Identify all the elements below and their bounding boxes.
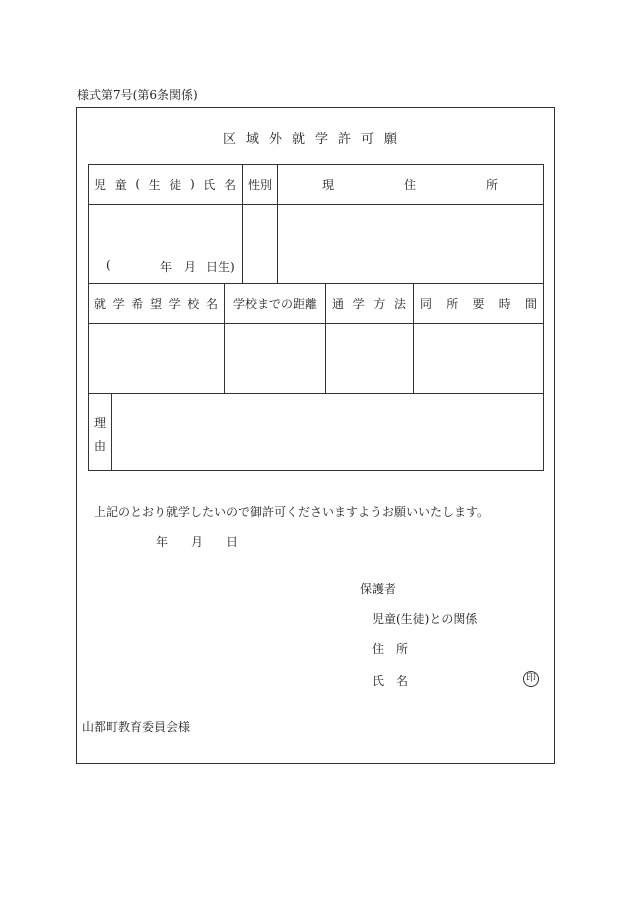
guardian-label: 保護者 xyxy=(360,582,397,596)
child-name-field[interactable] xyxy=(89,205,242,283)
commute-method-field[interactable] xyxy=(326,324,413,393)
form-title: 区域外就学許可願 xyxy=(222,132,407,147)
reason-label-1: 理 xyxy=(94,416,107,430)
header-school-name: 就 学 希 望 学 校 名 xyxy=(94,297,218,311)
date-day: 日 xyxy=(226,535,239,549)
header-commute-method: 通 学 方 法 xyxy=(332,297,406,311)
address-field[interactable] xyxy=(278,205,543,283)
reason-label-2: 由 xyxy=(94,439,107,453)
birth-open-paren: ( xyxy=(106,258,111,272)
gender-field[interactable] xyxy=(243,205,277,283)
request-text: 上記のとおり就学したいので御許可くださいますようお願いいたします。 xyxy=(94,505,490,519)
guardian-address-label: 住 所 xyxy=(372,642,408,656)
header-distance: 学校までの距離 xyxy=(232,297,317,311)
header-travel-time: 同 所 要 時 間 xyxy=(420,297,537,311)
reason-field[interactable] xyxy=(112,394,543,470)
guardian-relation-label: 児童(生徒)との関係 xyxy=(372,612,478,626)
header-gender: 性別 xyxy=(247,177,272,192)
date-month: 月 xyxy=(191,535,204,549)
travel-time-field[interactable] xyxy=(414,324,543,393)
guardian-name-label: 氏 名 xyxy=(372,674,408,688)
form-number: 様式第7号(第6条関係) xyxy=(77,88,198,102)
school-name-field[interactable] xyxy=(89,324,224,393)
distance-field[interactable] xyxy=(225,324,325,393)
date-year: 年 xyxy=(156,535,169,549)
header-child-name: 児 童 ( 生 徒 ) 氏 名 xyxy=(94,177,236,192)
header-address: 現 住 所 xyxy=(322,177,498,192)
birth-year: 年 xyxy=(160,260,173,274)
addressee: 山都町教育委員会様 xyxy=(82,720,191,734)
seal-mark-icon: 印 xyxy=(523,671,539,687)
birth-month: 月 xyxy=(184,260,197,274)
birth-day: 日生) xyxy=(206,260,235,274)
